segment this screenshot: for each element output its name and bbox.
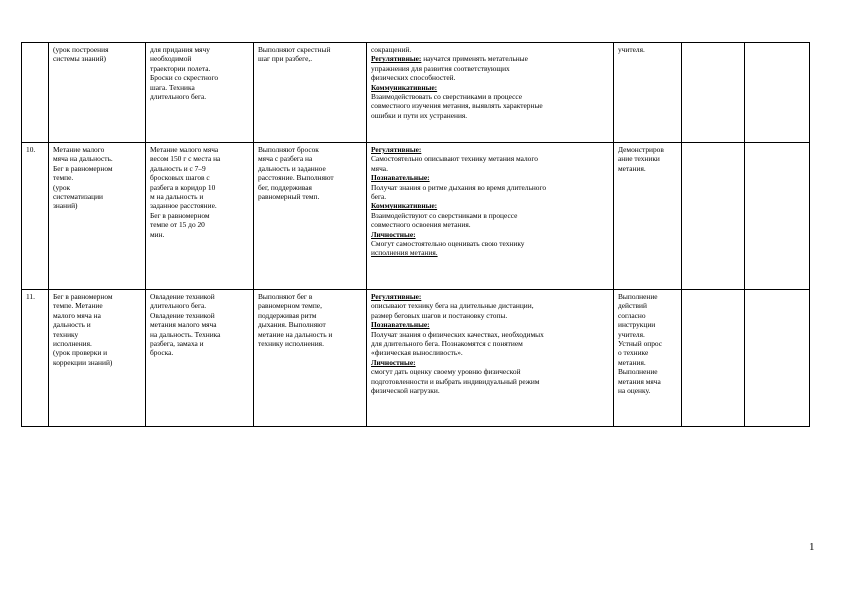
content-element-line: заданное расстояние. (150, 201, 217, 211)
lesson-number-cell (22, 290, 49, 427)
lesson-topic-line: Бег в равномерном (53, 292, 113, 301)
control-form-line: инструкции (618, 320, 656, 330)
lesson-number-cell (22, 143, 49, 290)
lesson-topic-line: знаний) (53, 201, 78, 211)
result-heading-line (371, 201, 609, 210)
result-text-line: размер беговых шагов и постановку стопы. (371, 310, 508, 320)
content-element-line: Бег в равномерном (150, 210, 210, 220)
learning-results-cell (367, 143, 614, 290)
lesson-topic-line: технику (53, 329, 79, 339)
content-element-line: Броски со скрестного (150, 73, 219, 83)
result-text-line: физических способностей. (371, 73, 456, 83)
lesson-topic-line: (урок построения (53, 45, 109, 54)
lesson-topic-line: системы знаний) (53, 54, 106, 64)
control-form-line: учителя. (618, 329, 645, 339)
content-element-line: мин. (150, 229, 165, 239)
content-elements-cell (146, 143, 254, 290)
student-activity-line: Выполняют бросок (258, 145, 319, 154)
result-text-line: смогут дать оценку своему уровню физической (371, 367, 521, 377)
empty-cell (745, 290, 810, 427)
control-form-cell (614, 143, 682, 290)
content-element-line: Овладение техникой (150, 292, 215, 301)
result-text-line: Получат знания о ритме дыхания во время длительного (371, 182, 547, 192)
control-form-line: Выполнение (618, 367, 658, 377)
result-text-line: подготовленности и выбрать индивидуальный режим (371, 376, 540, 386)
control-form-line: метания. (618, 163, 646, 173)
student-activity-line: дальность и заданное (258, 163, 326, 173)
content-element-line: броска. (150, 348, 174, 358)
control-form-line: о технике (618, 348, 649, 358)
student-activity-line: бег, поддерживая (258, 182, 312, 192)
lesson-topic-line: (урок (53, 182, 71, 192)
result-heading-line (371, 173, 609, 182)
result-text-line: Получат знания о физических качествах, необходимых (371, 329, 544, 339)
content-element-line: метания малого мяча (150, 320, 217, 330)
student-activity-line: Выполняют скрестный (258, 45, 331, 54)
student-activity-line: шаг при разбеге,. (258, 54, 313, 64)
result-heading: Познавательные: (371, 173, 430, 183)
student-activity-line: равномерный темп. (258, 192, 320, 202)
empty-cell (745, 143, 810, 290)
student-activity-line: технику исполнения. (258, 339, 324, 349)
lesson-topic-line: коррекции знаний) (53, 357, 113, 367)
control-form-line: метания мяча (618, 376, 661, 386)
lesson-topic-line: Бег в равномерном (53, 163, 113, 173)
result-heading: Коммуникативные: (371, 201, 438, 211)
result-text-line: ошибки и пути их устранения. (371, 110, 468, 120)
learning-results-cell (367, 290, 614, 427)
lesson-plan-table (21, 42, 810, 427)
content-element-line: темпе от 15 до 20 (150, 220, 205, 230)
lesson-topic-cell (49, 143, 146, 290)
control-form-line: Демонстриров (618, 145, 664, 154)
result-text-line: «физическая выносливость». (371, 348, 463, 358)
result-text: научатся применять метательные (421, 54, 528, 64)
learning-results-cell (367, 43, 614, 143)
lesson-number: 11. (26, 292, 35, 301)
control-form-line: согласно (618, 310, 646, 320)
empty-cell (682, 143, 745, 290)
content-element-line: разбега в коридор 10 (150, 182, 216, 192)
result-text-line: упражнения для развития соответствующих (371, 63, 510, 73)
student-activity-line: равномерном темпе, (258, 301, 322, 311)
lesson-number: 10. (26, 145, 36, 154)
page-number: 1 (809, 541, 815, 553)
control-form-line: ание техники (618, 154, 660, 164)
content-element-line: весом 150 г с места на (150, 154, 221, 164)
result-heading: Коммуникативные: (371, 82, 438, 92)
result-heading-line (371, 320, 609, 329)
content-element-line: разбега, замаха и (150, 339, 204, 349)
result-text-line: Взаимодействовать со сверстниками в процессе (371, 92, 523, 102)
table-row (22, 143, 810, 290)
content-element-line: на дальность. Техника (150, 329, 221, 339)
lesson-topic-line: малого мяча на (53, 310, 101, 320)
control-form-line: действий (618, 301, 647, 311)
lesson-topic-line: исполнения. (53, 339, 92, 349)
control-form-cell (614, 290, 682, 427)
student-activity-line: расстояние. Выполняют (258, 173, 334, 183)
result-heading-line (371, 358, 609, 367)
student-activities-cell (254, 43, 367, 143)
lesson-topic-line: темпе. Метание (53, 301, 103, 311)
control-form-line: метания. (618, 357, 646, 367)
content-element-line: Метание малого мяча (150, 145, 219, 154)
content-element-line: траектории полета. (150, 63, 211, 73)
lesson-topic-line: мяча на дальность. (53, 154, 113, 164)
control-form-cell (614, 43, 682, 143)
table-row (22, 290, 810, 427)
result-heading: Регулятивные: (371, 292, 422, 301)
student-activities-cell (254, 143, 367, 290)
result-text-line: сокращений. (371, 45, 412, 54)
result-heading-line (371, 54, 609, 63)
content-element-line: дальность и с 7–9 (150, 163, 206, 173)
lesson-topic-line: Метание малого (53, 145, 105, 154)
empty-cell (682, 290, 745, 427)
control-form-line: учителя. (618, 45, 645, 54)
content-element-line: для придания мячу (150, 45, 210, 54)
empty-cell (682, 43, 745, 143)
student-activities-cell (254, 290, 367, 427)
student-activity-line: дыхания. Выполняют (258, 320, 326, 330)
content-element-line: Овладение техникой (150, 310, 215, 320)
lesson-topic-cell (49, 43, 146, 143)
result-heading-line (371, 145, 609, 154)
result-text-line: описывают технику бега на длительные дистанции, (371, 301, 534, 311)
result-text-line: совместного изучения метания, выявлять характерные (371, 101, 543, 111)
lesson-topic-line: дальность и (53, 320, 91, 330)
content-element-line: шага. Техника (150, 82, 195, 92)
result-heading: Познавательные: (371, 320, 430, 330)
result-heading: Регулятивные: (371, 145, 422, 154)
student-activity-line: Выполняют бег в (258, 292, 313, 301)
result-heading-line (371, 83, 609, 92)
result-text-line: физической нагрузки. (371, 386, 440, 396)
student-activity-line: метание на дальность и (258, 329, 333, 339)
content-element-line: необходимой (150, 54, 192, 64)
lesson-topic-line: темпе. (53, 173, 74, 183)
content-elements-cell (146, 43, 254, 143)
content-element-line: длительного бега. (150, 301, 207, 311)
result-heading-line (371, 292, 609, 301)
table-row (22, 43, 810, 143)
result-heading: Регулятивные: (371, 54, 422, 64)
result-text-line: для длительного бега. Познакомятся с понятием (371, 339, 523, 349)
result-text-line: мяча. (371, 163, 388, 173)
result-text-line: Самостоятельно описывают технику метания малого (371, 154, 538, 164)
content-element-line: длительного бега. (150, 92, 207, 102)
result-heading: Личностные: (371, 357, 416, 367)
result-text-line: Взаимодействуют со сверстниками в процессе (371, 210, 518, 220)
student-activity-line: мяча с разбега на (258, 154, 313, 164)
result-text-line: совместного освоения метания. (371, 220, 471, 230)
lesson-topic-cell (49, 290, 146, 427)
lesson-topic-line: систематизации (53, 192, 103, 202)
empty-cell (745, 43, 810, 143)
control-form-line: Устный опрос (618, 339, 663, 349)
student-activity-line: поддерживая ритм (258, 310, 317, 320)
control-form-line: на оценку. (618, 386, 651, 396)
lesson-number-cell (22, 43, 49, 143)
content-elements-cell (146, 290, 254, 427)
result-heading-line (371, 230, 609, 239)
result-text-line: бега. (371, 192, 387, 202)
result-heading: Личностные: (371, 229, 416, 239)
lesson-topic-line: (урок проверки и (53, 348, 108, 358)
result-text-line: Смогут самостоятельно оценивать свою технику (371, 239, 525, 249)
result-text-line: исполнения метания. (371, 248, 438, 258)
content-element-line: м на дальность и (150, 192, 204, 202)
content-element-line: бросковых шагов с (150, 173, 210, 183)
control-form-line: Выполнение (618, 292, 658, 301)
